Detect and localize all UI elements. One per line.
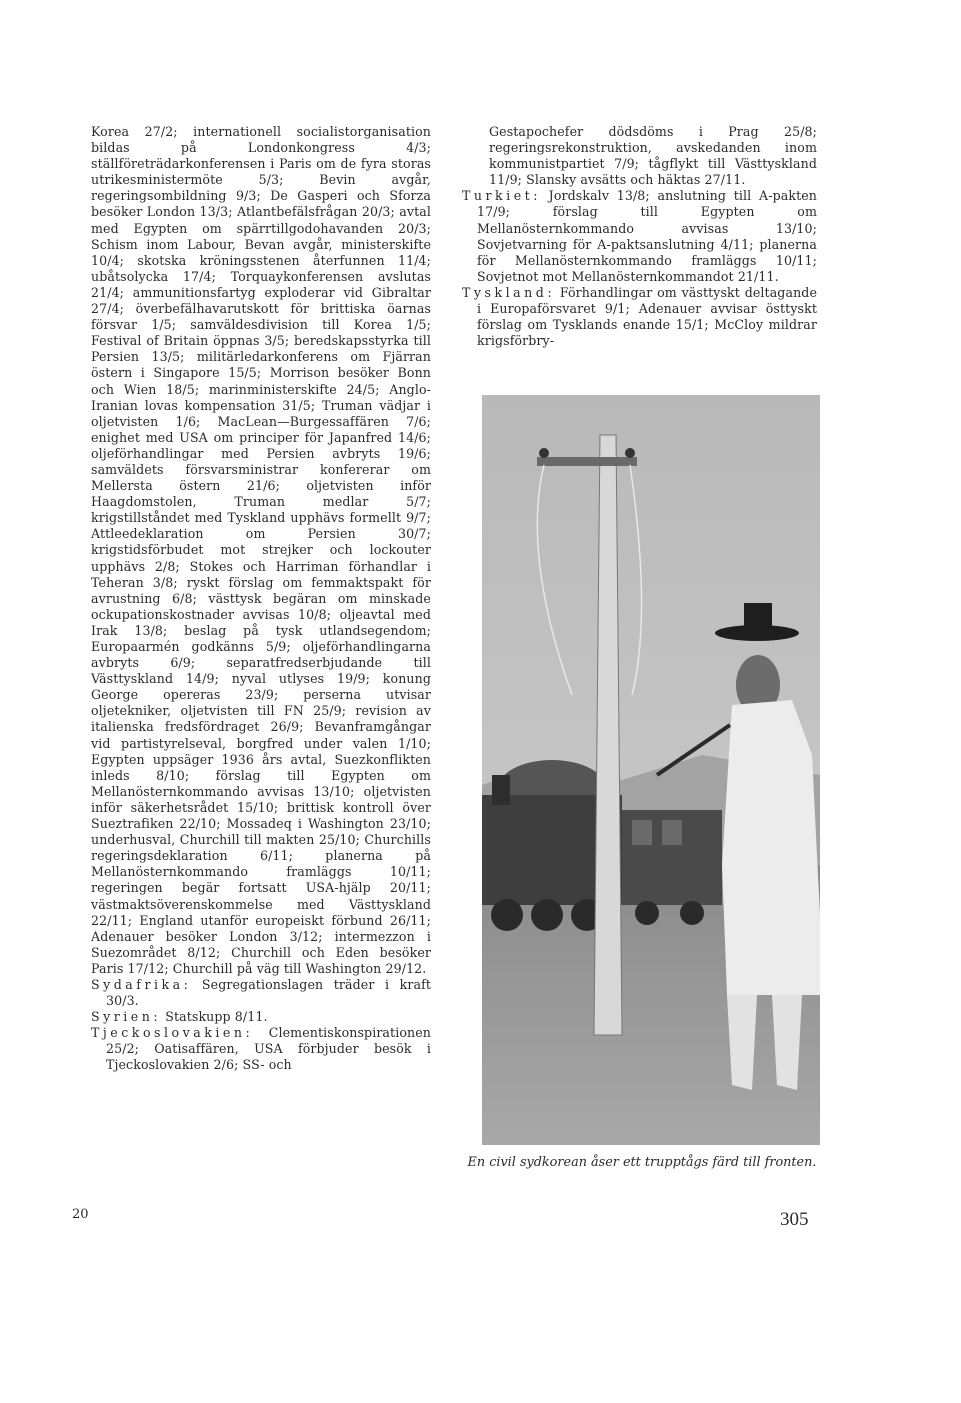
photo-korean-man-watching-train [482, 395, 820, 1145]
turkiet-entry [462, 188, 817, 285]
country-label-syrien: Syrien: [91, 1009, 162, 1025]
country-label-sydafrika: Sydafrika: [91, 976, 192, 992]
right-column [462, 124, 817, 349]
left-column [91, 124, 431, 1074]
country-label-turkiet: Turkiet: [462, 188, 541, 204]
country-label-tyskland: Tyskland: [462, 284, 556, 300]
country-label-tjeckoslovakien: Tjeckoslovakien: [91, 1025, 254, 1041]
tjeckoslovakien-entry-continued: Gestapochefer dödsdöms i Prag 25/8; regeringsrekonstruktion, avskedanden inom kommunistpartiet 7/9; tågflykt till Västtyskland 11/9; Slansky avsätts och häktas 27/11. [489, 124, 817, 188]
photo-illustration [482, 395, 820, 1145]
tjeckoslovakien-text: Clementiskonspirationen 25/2; Oatisaffären, USA förbjuder besök i Tjeckoslovakien 2/6; SS- och [106, 1025, 431, 1073]
turkiet-text: Jordskalv 13/8; anslutning till A-pakten 17/9; förslag till Egypten om Mellanösternkommando avvisas 13/10; Sovjetvarning för A-paktsanslutning 4/11; planerna för Mellanösternkommando framläggs 10/11; Sovjetnot mot Mellanösternkommandot 21/11. [477, 188, 817, 284]
syrien-text: Statskupp 8/11. [165, 1009, 268, 1025]
folio-left: 20 [72, 1207, 89, 1222]
syrien-entry [91, 1009, 431, 1025]
tyskland-text: Förhandlingar om västtyskt deltagande i Europaförsvaret 9/1; Adenauer avvisar östtyskt förslag om Tysklands enande 15/1; McCloy mildrar krigsförbry- [477, 284, 818, 349]
korea-entry-continued: Korea 27/2; internationell socialistorganisation bildas på Londonkongress 4/3; ställföreträdarkonferensen i Paris om de fyra storas utrikesministermöte 5/3; Bevin avgår, regeringsombildning 9/3; De Gasperi och Sforza besöker London 13/3; Atlantbefälsfrågan 20/3; avtal med Egypten om spärrtillgodohavanden 20/3; Schism inom Labour, Bevan avgår, ministerskifte 10/4; skotska kröningsstenen återfunnen 11/4; ubåtsolycka 17/4; Torquaykonferensen avslutas 21/4; ammunitionsfartyg exploderar vid Gibraltar 27/4; överbefälhavarutskott för brittiska öarnas försvar 1/5; samväldesdivision till Korea 1/5; Festival of Britain öppnas 3/5; beredskapsstyrka till Persien 13/5; militärledarkonferens om Fjärran östern i Singapore 15/5; Morrison besöker Bonn och Wien 18/5; marinministerskifte 24/5; Anglo-Iranian lovas kompensation 31/5; Truman vädjar i oljetvisten 1/6; MacLean—Burgessaffären 7/6; enighet med USA om principer för Japanfred 14/6; oljeförhandlingar med Persien avbryts 19/6; samväldets försvarsministrar konfererar om Mellersta östern 21/6; oljetvisten inför Haagdomstolen, Truman medlar 5/7; krigstillståndet med Tyskland upphävs formellt 9/7; Attleedeklaration om Persien 30/7; krigstidsförbudet mot strejker och lockouter upphävs 2/8; Stokes och Harriman förhandlar i Teheran 3/8; ryskt förslag om femmaktspakt för avrustning 6/8; västtysk begäran om minskade ockupationskostnader avvisas 10/8; oljeavtal med Irak 13/8; beslag på tysk utlandsegendom; Europaarmén godkänns 5/9; oljeförhandlingarna avbryts 6/9; separatfredserbjudande till Västtyskland 14/9; nyval utlyses 19/9; konung George opereras 23/9; perserna utvisar oljetekniker, oljetvisten till FN 25/9; revision av italienska fredsfördraget 26/9; Bevanframgångar vid partistyrelseval, borgfred under valen 1/10; Egypten uppsäger 1936 års avtal, Suezkonflikten inleds 8/10; förslag till Egypten om Mellanösternkommando avvisas 13/10; oljetvisten inför säkerhetsrådet 15/10; brittisk kontroll över Sueztrafiken 22/10; Mossadeq i Washington 23/10; underhusval, Churchill till makten 25/10; Churchills regeringsdeklaration 6/11; planerna på Mellanösternkommando framläggs 10/11; regeringen begär fortsatt USA-hjälp 20/11; västmaktsöverenskommelse med Västtyskland 22/11; England utanför europeiskt förbund 26/11; Adenauer besöker London 3/12; intermezzon i Suezområdet 8/12; Churchill och Eden besöker Paris 17/12; Churchill på väg till Washington 29/12. [91, 124, 431, 976]
page-number: 305 [780, 1209, 809, 1230]
sydafrika-entry [91, 977, 431, 1009]
sydafrika-text: Segregationslagen träder i kraft 30/3. [106, 976, 431, 1009]
tyskland-entry [462, 285, 817, 349]
tjeckoslovakien-entry [91, 1025, 431, 1073]
photo-caption: En civil sydkorean åser ett trupptågs färd till fronten. [467, 1155, 817, 1170]
